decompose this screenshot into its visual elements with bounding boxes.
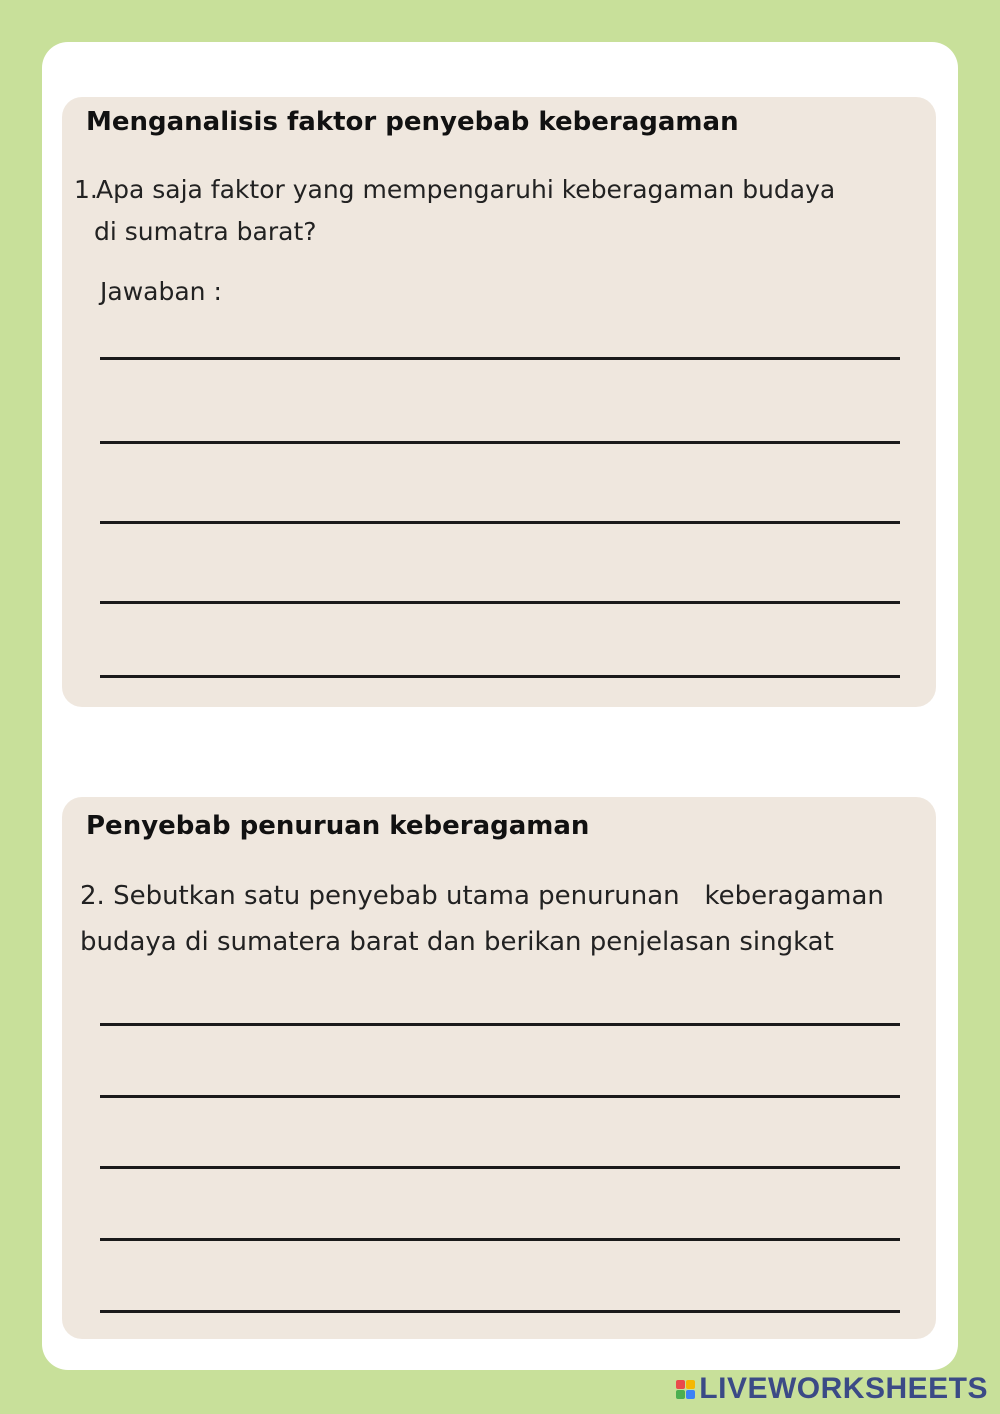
liveworksheets-logo (676, 1372, 988, 1406)
question-text-line1: Apa saja faktor yang mempengaruhi keberagaman budaya (96, 175, 836, 204)
section-title: Menganalisis faktor penyebab keberagaman (86, 107, 739, 137)
answer-line-2[interactable] (100, 441, 900, 444)
question-text-line2: di sumatra barat? (94, 217, 317, 246)
logo-square (676, 1390, 685, 1399)
brand-name: LIVEWORKSHEETS (699, 1372, 988, 1405)
answer-line-1[interactable] (100, 357, 900, 360)
question-text-line1: 2. Sebutkan satu penyebab utama penurunan keberagaman (80, 881, 884, 911)
logo-square (686, 1390, 695, 1399)
question-1 (74, 169, 914, 253)
question-text-line2: budaya di sumatera barat dan berikan penjelasan singkat (80, 927, 834, 957)
answer-line-5[interactable] (100, 675, 900, 678)
answer-line-4[interactable] (100, 1238, 900, 1241)
section-title: Penyebab penuruan keberagaman (86, 811, 590, 841)
answer-line-3[interactable] (100, 521, 900, 524)
answer-line-4[interactable] (100, 601, 900, 604)
answer-line-5[interactable] (100, 1310, 900, 1313)
answer-label: Jawaban : (100, 277, 222, 306)
liveworksheets-logo-icon (676, 1380, 695, 1399)
section-analysis-card (62, 97, 936, 707)
question-number: 1. (74, 175, 98, 204)
answer-line-2[interactable] (100, 1095, 900, 1098)
logo-square (676, 1380, 685, 1389)
logo-square (686, 1380, 695, 1389)
worksheet-sheet (42, 42, 958, 1370)
section-decline-card (62, 797, 936, 1339)
question-2 (80, 873, 940, 965)
answer-line-3[interactable] (100, 1166, 900, 1169)
answer-line-1[interactable] (100, 1023, 900, 1026)
